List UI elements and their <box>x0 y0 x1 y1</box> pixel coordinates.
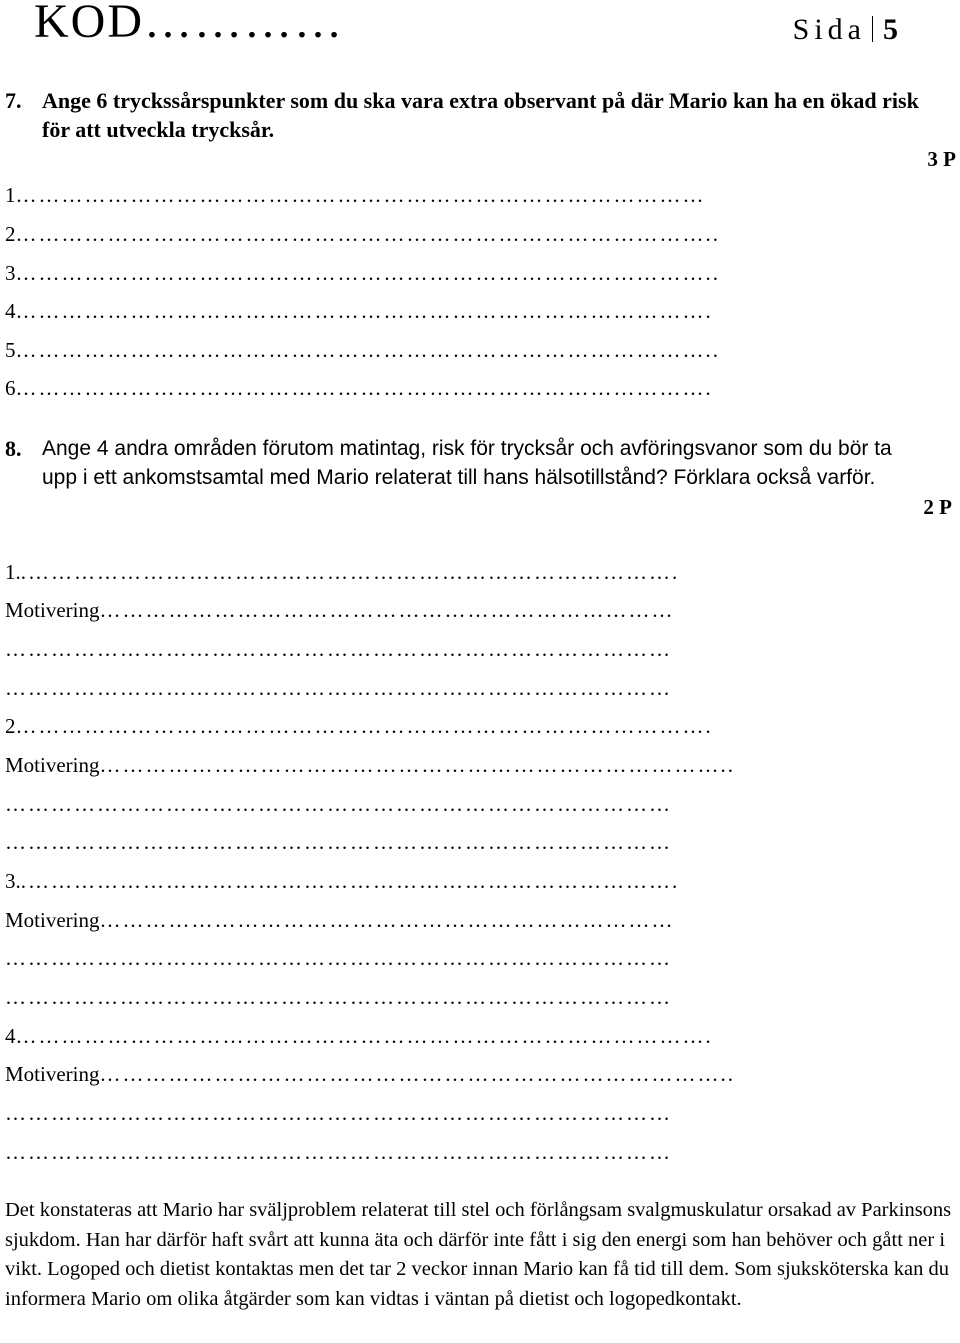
question-text: Ange 4 andra områden förutom matintag, risk för trycksår och avföringsvanor som du bör ta upp i ett ankomstsamtal med Mario relaterat till hans hälsotillstånd? Förklara också varför. <box>42 437 892 489</box>
question-8-points: 2 P <box>923 495 952 519</box>
item-4-motivering[interactable] <box>5 1059 735 1089</box>
answer-line-3[interactable] <box>5 258 720 288</box>
item-4-line[interactable] <box>5 1021 713 1051</box>
answer-blank: ………………………………………………………………………………. <box>15 376 713 400</box>
item-4-continuation-2[interactable] <box>5 1137 672 1167</box>
answer-label: 2 <box>5 222 16 246</box>
item-1-continuation-1[interactable] <box>5 634 672 664</box>
answer-blank: ……………………………………………………………………………….. <box>15 338 720 362</box>
answer-line-5[interactable] <box>5 335 720 365</box>
motivering-label: Motivering <box>5 598 100 622</box>
motivering-blank: ………………………………………………………………… <box>99 908 675 932</box>
answer-line-1[interactable] <box>5 180 706 210</box>
answer-line-6[interactable] <box>5 373 713 403</box>
answer-blank: ………………………………………………………………………………. <box>15 299 713 323</box>
answer-label: 4 <box>5 299 16 323</box>
item-blank: ………………………………………………………………………………. <box>15 1024 713 1048</box>
answer-label: 6 <box>5 376 16 400</box>
continuation-blank: …………………………………………………………………………… <box>5 1101 672 1125</box>
continuation-blank: …………………………………………………………………………… <box>5 830 672 854</box>
question-7-points: 3 P <box>927 147 956 171</box>
item-number: 1. <box>5 560 21 584</box>
motivering-blank: ……………………………………………………………………….. <box>99 753 735 777</box>
page-indicator <box>793 12 898 48</box>
item-number: 2 <box>5 714 16 738</box>
item-3-line[interactable] <box>5 866 679 896</box>
answer-label: 1 <box>5 183 16 207</box>
continuation-blank: …………………………………………………………………………… <box>5 637 672 661</box>
motivering-label: Motivering <box>5 753 100 777</box>
continuation-blank: …………………………………………………………………………… <box>5 1140 672 1164</box>
item-3-continuation-2[interactable] <box>5 982 672 1012</box>
case-paragraph: Det konstateras att Mario har sväljproblem relaterat till stel och förlångsam svalgmuskulatur orsakad av Parkinsons sjukdom. Han har därför haft svårt att kunna äta och därför inte fått i sig den energi som han behöver och gått ner i vikt. Logoped och dietist kontaktas men det tar 2 veckor innan Mario kan få tid till dem. Som sjuksköterska kan du informera Mario om olika åtgärder som kan vidtas i väntan på dietist och logopedkontakt. <box>5 1199 952 1310</box>
page-separator <box>872 16 873 42</box>
item-number: 4 <box>5 1024 16 1048</box>
answer-blank: ……………………………………………………………………………….. <box>15 261 720 285</box>
item-3-motivering[interactable] <box>5 905 675 935</box>
continuation-blank: …………………………………………………………………………… <box>5 985 672 1009</box>
item-2-motivering[interactable] <box>5 750 735 780</box>
item-2-continuation-1[interactable] <box>5 789 672 819</box>
question-number: 7. <box>5 88 22 113</box>
motivering-label: Motivering <box>5 1062 100 1086</box>
item-3-continuation-1[interactable] <box>5 943 672 973</box>
code-label: KOD <box>34 0 144 48</box>
code-blank: ………… <box>144 0 344 48</box>
answer-label: 3 <box>5 261 16 285</box>
answer-line-2[interactable] <box>5 219 720 249</box>
item-blank: ………………………………………………………………………………. <box>15 714 713 738</box>
answer-blank: ……………………………………………………………………………….. <box>15 222 720 246</box>
item-4-continuation-1[interactable] <box>5 1098 672 1128</box>
motivering-blank: ………………………………………………………………… <box>99 598 675 622</box>
page-label: Sida <box>792 13 866 46</box>
continuation-blank: …………………………………………………………………………… <box>5 946 672 970</box>
continuation-blank: …………………………………………………………………………… <box>5 676 672 700</box>
item-blank: .…………………………………………………………………………. <box>20 869 680 893</box>
item-1-motivering[interactable] <box>5 595 675 625</box>
item-number: 3. <box>5 869 21 893</box>
item-2-continuation-2[interactable] <box>5 827 672 857</box>
item-2-line[interactable] <box>5 711 713 741</box>
item-blank: .…………………………………………………………………………. <box>20 560 680 584</box>
code-field <box>34 0 344 52</box>
answer-blank: ……………………………………………………………………………… <box>15 183 706 207</box>
motivering-blank: ……………………………………………………………………….. <box>99 1062 735 1086</box>
page-number: 5 <box>883 13 898 46</box>
answer-label: 5 <box>5 338 16 362</box>
question-text: Ange 6 tryckssårspunkter som du ska vara extra observant på där Mario kan ha en ökad risk för att utveckla trycksår. <box>42 88 919 142</box>
item-1-continuation-2[interactable] <box>5 673 672 703</box>
answer-line-4[interactable] <box>5 296 713 326</box>
question-number: 8. <box>5 436 22 461</box>
item-1-line[interactable] <box>5 557 679 587</box>
continuation-blank: …………………………………………………………………………… <box>5 792 672 816</box>
motivering-label: Motivering <box>5 908 100 932</box>
